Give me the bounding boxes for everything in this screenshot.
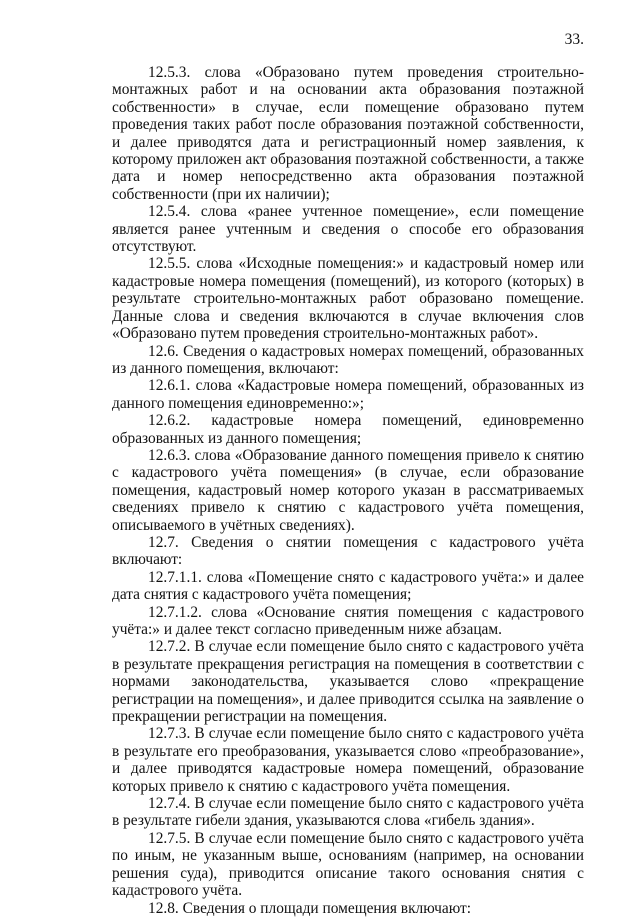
paragraph-12-6-1: 12.6.1. слова «Кадастровые номера помещений, образованных из данного помещения единовременно:»; bbox=[112, 377, 584, 412]
paragraph-12-7: 12.7. Сведения о снятии помещения с кадастрового учёта включают: bbox=[112, 533, 584, 569]
paragraph-12-5-4: 12.5.4. слова «ранее учтенное помещение», если помещение является ранее учтенным и сведения о способе его образования отсутствуют. bbox=[112, 203, 584, 256]
paragraph-12-7-5: 12.7.5. В случае если помещение было снято с кадастрового учёта по иным, не указанным выше, основаниям (например, на основании решения суда), приводится описание такого основания снятия с кадастрового учёта. bbox=[112, 829, 584, 900]
paragraph-12-7-1-1: 12.7.1.1. слова «Помещение снято с кадастрового учёта:» и далее дата снятия с кадастрового учёта помещения; bbox=[112, 568, 584, 604]
paragraph-12-6: 12.6. Сведения о кадастровых номерах помещений, образованных из данного помещения, включают: bbox=[112, 342, 584, 377]
paragraph-12-6-2: 12.6.2. кадастровые номера помещений, единовременно образованных из данного помещения; bbox=[112, 412, 584, 447]
paragraph-12-7-2: 12.7.2. В случае если помещение было снято с кадастрового учёта в результате прекращения регистрация на помещения в соответствии с нормами законодательства, указывается слово «прекращение регистрации на помещения», и далее приводится ссылка на заявление о прекращении регистрации на помещения. bbox=[112, 638, 584, 726]
document-body bbox=[112, 64, 584, 917]
page-number: 33. bbox=[564, 31, 584, 48]
paragraph-12-7-3: 12.7.3. В случае если помещение было снято с кадастрового учёта в результате его преобразования, указывается слово «преобразование», и далее приводятся кадастровые номера помещений, образование которых привело к снятию с кадастрового учёта помещения. bbox=[112, 725, 584, 795]
paragraph-12-8: 12.8. Сведения о площади помещения включают: bbox=[148, 899, 472, 917]
paragraph-12-5-3: 12.5.3. слова «Образовано путем проведения строительно-монтажных работ и на основании акта образования поэтажной собственности» в случае, если помещение образовано путем проведения таких работ после образования поэтажной собственности, и далее приводятся дата и регистрационный номер заявления, к которому приложен акт образования поэтажной собственности, а также дата и номер непосредственно акта образования поэтажной собственности (при их наличии); bbox=[112, 64, 584, 203]
paragraph-12-5-5: 12.5.5. слова «Исходные помещения:» и кадастровый номер или кадастровые номера помещения (помещений), из которого (которых) в результате строительно-монтажных работ образовано помещение. Данные слова и сведения включаются в случае включения слов «Образовано путем проведения строительно-монтажных работ». bbox=[112, 255, 584, 343]
paragraph-12-6-3: 12.6.3. слова «Образование данного помещения привело к снятию с кадастрового учёта помещения» (в случае, если образование помещения, кадастровый номер которого указан в рассматриваемых сведениях привело к снятию с кадастрового учёта помещения, описываемого в учётных сведениях). bbox=[112, 446, 584, 534]
paragraph-12-7-1-2: 12.7.1.2. слова «Основание снятия помещения с кадастрового учёта:» и далее текст согласно приведенным ниже абзацам. bbox=[112, 603, 584, 638]
paragraph-12-7-4: 12.7.4. В случае если помещение было снято с кадастрового учёта в результате гибели здания, указываются слова «гибель здания». bbox=[112, 795, 584, 830]
